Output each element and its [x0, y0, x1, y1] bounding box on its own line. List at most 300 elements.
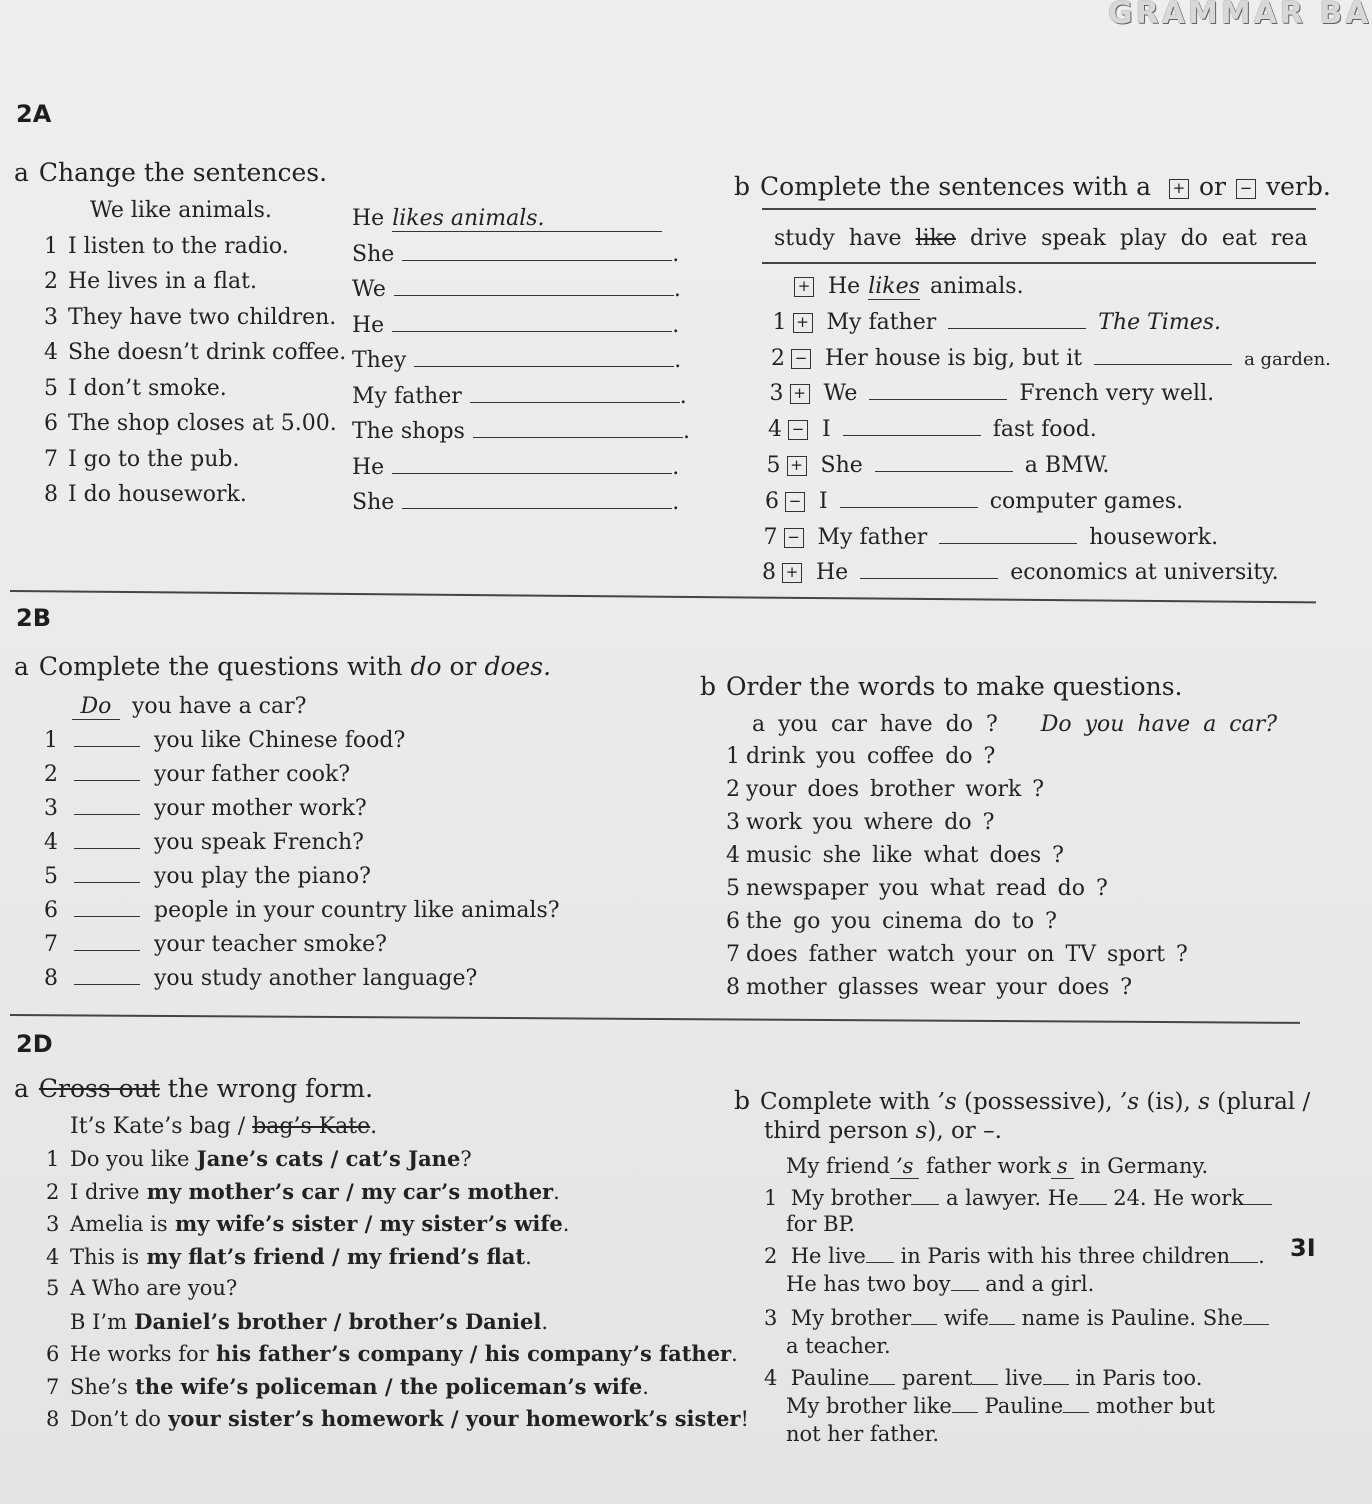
- 2D-b-item-2-cont: [786, 1272, 1094, 1296]
- word-option: eat: [1221, 226, 1257, 251]
- sentence-start: Do you like: [70, 1147, 190, 1171]
- rest-text: economics at university.: [1010, 560, 1279, 586]
- instruction-do: do: [410, 652, 442, 681]
- 2D-b-item-4-cont: [786, 1394, 1215, 1418]
- text: He has two boy: [786, 1272, 951, 1296]
- text: wife: [943, 1306, 989, 1330]
- item-number: 2: [46, 1179, 60, 1204]
- source-sentence: We like animals.: [90, 198, 272, 223]
- subject: Her house is big, but it: [825, 345, 1083, 371]
- 2B-a-item: [44, 762, 350, 787]
- answer-blank[interactable]: [1243, 1323, 1269, 1325]
- item-number: 7: [726, 942, 740, 967]
- plus-box-icon: +: [790, 384, 810, 404]
- item-number: 2: [764, 1244, 778, 1268]
- example-answer: Do you have a car?: [1040, 712, 1278, 737]
- poss-word: (possessive),: [963, 1089, 1113, 1115]
- 2A-a-source: [44, 269, 257, 294]
- text: in Paris with his three children: [900, 1244, 1231, 1268]
- poss-mark: ’s: [937, 1089, 957, 1115]
- instruction-text: ), or –.: [927, 1118, 1002, 1144]
- 2D-a-item: [46, 1244, 532, 1269]
- 2A-a-answer-line: [352, 419, 690, 444]
- question-text: your father cook?: [154, 762, 351, 787]
- answer: likes animals.: [392, 206, 662, 232]
- item-number: 5: [46, 1276, 60, 1300]
- section-divider: [10, 1014, 1300, 1023]
- answer-blank[interactable]: [952, 1411, 978, 1413]
- sentence-end: ?: [460, 1147, 472, 1171]
- part-letter: b: [734, 172, 751, 201]
- example-words: a you car have do ?: [752, 712, 998, 737]
- period: .: [674, 348, 682, 373]
- subject: He: [352, 312, 385, 338]
- text: live: [1005, 1366, 1043, 1390]
- answer-blank[interactable]: [948, 327, 1086, 329]
- 2A-b-item: [761, 453, 1110, 478]
- 2D-b-instruction-line1: [734, 1086, 1310, 1115]
- item-number: 4: [44, 830, 58, 855]
- subject: He: [828, 274, 861, 299]
- answer-blank[interactable]: [951, 1289, 979, 1291]
- answer-blank[interactable]: [860, 577, 998, 579]
- minus-box-icon: −: [1236, 179, 1256, 199]
- rest-text: The Times.: [1098, 309, 1221, 335]
- text: parent: [902, 1366, 973, 1390]
- item-number: 4: [768, 417, 782, 443]
- scrambled-words: mother glasses wear your does ?: [746, 975, 1133, 1000]
- instruction-or: or: [449, 652, 477, 681]
- item-number: 1: [764, 1186, 778, 1210]
- section-2D-heading: 2D: [16, 1030, 53, 1058]
- word-option: do: [1180, 226, 1208, 251]
- rest-text: French very well.: [1019, 381, 1215, 407]
- 2D-a-instruction: [14, 1074, 373, 1103]
- 2D-b-instruction-line2: [764, 1118, 1002, 1144]
- minus-box-icon: −: [791, 349, 811, 369]
- 2D-a-item: [70, 1309, 548, 1334]
- question-text: you speak French?: [154, 830, 364, 855]
- choice-pair[interactable]: Daniel’s brother / brother’s Daniel: [127, 1308, 542, 1334]
- sentence-start: Don’t do: [70, 1407, 161, 1431]
- period: .: [679, 383, 687, 409]
- item-number: 1: [44, 233, 58, 259]
- scrambled-words: your does brother work ?: [746, 777, 1045, 802]
- 2A-b-item: [758, 525, 1219, 550]
- word-box: [774, 226, 1322, 251]
- 2D-a-item: [46, 1406, 749, 1431]
- 2A-a-source: [66, 198, 272, 223]
- answer: ’s: [890, 1154, 919, 1179]
- choice-pair[interactable]: my mother’s car / my car’s mother: [139, 1178, 554, 1204]
- 2B-a-item: [44, 864, 371, 889]
- item-number: 1: [46, 1147, 60, 1171]
- answer-blank[interactable]: [74, 847, 140, 849]
- period: .: [672, 490, 680, 515]
- 2D-a-item: [46, 1374, 649, 1399]
- plus-box-icon: +: [794, 277, 814, 297]
- 2A-b-item: [768, 274, 1024, 299]
- subject: She: [352, 241, 395, 267]
- choice-pair[interactable]: my flat’s friend / my friend’s flat: [139, 1243, 526, 1269]
- period: .: [672, 454, 680, 480]
- 2B-b-item: [726, 777, 1044, 802]
- part-letter: b: [700, 672, 717, 701]
- 2B-a-item: [44, 966, 477, 991]
- text: Pauline: [984, 1394, 1064, 1418]
- sentence-end: .: [525, 1244, 532, 1269]
- rest-text: a BMW.: [1024, 453, 1110, 478]
- instruction-text: Complete the questions with: [38, 652, 403, 681]
- answer-blank[interactable]: [74, 949, 140, 951]
- 2D-a-item: [46, 1179, 560, 1204]
- question-text: you study another language?: [154, 966, 478, 991]
- plus-box-icon: +: [793, 313, 813, 333]
- 2A-b-instruction: [734, 172, 1331, 201]
- subject: I: [819, 488, 828, 514]
- part-letter: b: [734, 1086, 751, 1115]
- 2B-b-item: [726, 876, 1108, 901]
- item-number: 2: [44, 269, 58, 294]
- subject: They: [352, 348, 407, 373]
- 2D-b-item-4: [764, 1366, 1202, 1390]
- item-number: 2: [44, 762, 58, 787]
- 2D-b-item-2: [764, 1244, 1265, 1268]
- item-number: 8: [762, 560, 776, 586]
- cross-out-word: Cross out: [38, 1074, 160, 1103]
- rest-text: housework.: [1089, 524, 1219, 550]
- 2D-b-item-3: [764, 1306, 1269, 1330]
- text: name is Pauline. She: [1021, 1306, 1244, 1330]
- sentence-start: A Who are you?: [70, 1276, 238, 1300]
- item-number: 4: [44, 340, 58, 365]
- 2A-b-item: [765, 346, 1331, 371]
- instruction-or: or: [1198, 172, 1226, 201]
- answer-blank[interactable]: [1079, 1203, 1107, 1205]
- item-number: 6: [46, 1342, 60, 1366]
- answer-blank[interactable]: [74, 779, 140, 781]
- item-number: 8: [46, 1407, 60, 1431]
- question-text: you have a car?: [132, 694, 307, 719]
- source-sentence: He lives in a flat.: [68, 269, 257, 294]
- word-box-top-rule: [762, 208, 1316, 210]
- item-number: 3: [764, 1306, 778, 1330]
- answer-blank[interactable]: [1043, 1383, 1069, 1385]
- answer-blank[interactable]: [869, 1383, 895, 1385]
- part-letter: a: [14, 652, 29, 681]
- item-number: 3: [726, 810, 740, 835]
- source-sentence: I do housework.: [68, 482, 247, 507]
- text: in Paris too.: [1075, 1366, 1203, 1390]
- item-number: 6: [726, 909, 740, 934]
- word-option: speak: [1041, 226, 1106, 251]
- example-struck: bag’s Kate: [252, 1114, 371, 1139]
- 2A-a-answer-line: [352, 206, 662, 232]
- page-number-fragment: 3I: [1290, 1234, 1316, 1262]
- 2D-a-item: [46, 1276, 237, 1300]
- choice-pair[interactable]: the wife’s policeman / the policeman’s wife: [127, 1373, 643, 1399]
- answer-blank[interactable]: [939, 542, 1077, 544]
- section-divider: [10, 590, 1316, 603]
- choice-pair[interactable]: Jane’s cats / cat’s Jane: [189, 1146, 461, 1171]
- 2A-a-answer-line: [352, 384, 687, 409]
- item-number: 4: [726, 843, 740, 868]
- item-number: 6: [44, 898, 58, 923]
- rest-text: computer games.: [989, 488, 1184, 514]
- 2A-a-source: [44, 340, 346, 365]
- answer-blank[interactable]: [473, 436, 683, 438]
- item-number: 2: [771, 345, 785, 371]
- item-number: 3: [46, 1212, 60, 1236]
- subject: My father: [352, 383, 462, 409]
- 2D-b-item-4-cont2: not her father.: [786, 1422, 940, 1446]
- item-number: 5: [726, 876, 740, 901]
- 2A-a-answer-line: [352, 242, 679, 267]
- 2B-b-item: [726, 942, 1188, 967]
- section-2A-heading: 2A: [16, 100, 52, 128]
- 2B-b-item: [726, 843, 1064, 868]
- answer-blank[interactable]: [74, 915, 140, 917]
- subject: He: [352, 454, 385, 480]
- text: .: [1258, 1244, 1265, 1268]
- is-mark: ’s: [1119, 1089, 1140, 1115]
- sentence-end: .: [553, 1179, 560, 1204]
- text: Pauline: [790, 1366, 870, 1390]
- rest-text: a garden.: [1244, 348, 1331, 370]
- text: My brother: [790, 1306, 912, 1330]
- source-sentence: They have two children.: [68, 304, 337, 330]
- source-sentence: I listen to the radio.: [68, 233, 289, 259]
- answer-blank[interactable]: [394, 294, 674, 296]
- 2B-a-item: [44, 830, 364, 855]
- answer-blank[interactable]: [402, 507, 672, 509]
- answer-blank[interactable]: [840, 506, 978, 508]
- 2A-a-answer-line: [352, 455, 679, 480]
- item-number: 3: [44, 304, 58, 330]
- 2B-b-instruction: [700, 672, 1182, 701]
- 2A-a-answer-line: [352, 490, 679, 515]
- minus-box-icon: −: [784, 528, 804, 548]
- item-number: 8: [44, 482, 58, 507]
- subject: My father: [817, 524, 928, 550]
- plural-word: (plural /: [1217, 1089, 1311, 1115]
- sentence-end: .: [562, 1212, 570, 1236]
- word-option: have: [848, 226, 902, 251]
- answer-blank[interactable]: [1094, 363, 1232, 365]
- item-number: 7: [46, 1374, 60, 1399]
- 2B-a-instruction: [14, 652, 551, 681]
- item-number: 3: [769, 381, 784, 407]
- sentence-end: .: [541, 1309, 549, 1334]
- 2B-a-item: [44, 932, 387, 957]
- part-letter: a: [14, 158, 29, 187]
- item-number: 5: [44, 375, 58, 401]
- item-number: 6: [44, 411, 58, 436]
- answer: s: [1051, 1154, 1074, 1179]
- 2B-a-item: [44, 796, 367, 821]
- instruction-text: Complete with: [760, 1089, 931, 1115]
- 2D-a-item: [46, 1211, 569, 1236]
- sentence-start: He works for: [70, 1342, 209, 1366]
- answer-blank[interactable]: [1230, 1261, 1258, 1263]
- word-option: play: [1119, 226, 1167, 251]
- subject: She: [352, 490, 395, 515]
- minus-box-icon: −: [788, 420, 808, 440]
- answer-blank[interactable]: [911, 1323, 937, 1325]
- rest-text: animals.: [929, 274, 1024, 299]
- answer-blank[interactable]: [869, 398, 1007, 400]
- scrambled-words: work you where do ?: [746, 810, 995, 835]
- 2B-b-item: [726, 744, 995, 769]
- choice-pair[interactable]: my wife’s sister / my sister’s wife: [167, 1211, 563, 1236]
- answer-blank[interactable]: [402, 259, 672, 261]
- 2A-a-source: [44, 234, 289, 259]
- s-mark: s: [1198, 1089, 1210, 1115]
- source-sentence: I go to the pub.: [68, 446, 240, 472]
- answer-blank[interactable]: [875, 470, 1013, 472]
- 2A-a-source: [44, 305, 336, 330]
- 2A-b-item: [759, 489, 1183, 514]
- grammar-bank-header: GRAMMAR BA: [1108, 0, 1372, 31]
- answer-blank[interactable]: [74, 881, 140, 883]
- 2A-a-source: [44, 482, 247, 507]
- 2A-a-answer-line: [352, 313, 679, 338]
- answer-blank[interactable]: [392, 472, 672, 474]
- question-text: you play the piano?: [154, 864, 371, 889]
- answer-blank[interactable]: [470, 401, 680, 403]
- answer: Do: [72, 694, 120, 720]
- instruction-text: the wrong form.: [167, 1074, 374, 1103]
- 2A-b-item: [762, 417, 1097, 442]
- subject: He: [816, 560, 849, 586]
- answer-blank[interactable]: [972, 1383, 998, 1385]
- subject: She: [820, 453, 863, 478]
- word-box-bottom-rule: [762, 262, 1316, 264]
- 2D-b-example: [786, 1154, 1208, 1178]
- answer-blank[interactable]: [989, 1323, 1015, 1325]
- answer-blank[interactable]: [74, 745, 140, 747]
- 2B-a-item: [44, 728, 405, 753]
- subject: My father: [826, 309, 937, 335]
- source-sentence: I don’t smoke.: [68, 375, 227, 401]
- sentence-start: B I’m: [70, 1309, 127, 1334]
- 2A-b-item: [767, 310, 1222, 335]
- answer-blank[interactable]: [911, 1203, 939, 1205]
- 2D-a-item: [46, 1146, 472, 1171]
- text: 24. He work: [1113, 1186, 1245, 1210]
- period: .: [673, 277, 681, 302]
- word-option: study: [774, 226, 835, 251]
- instruction-verb: verb.: [1265, 172, 1331, 201]
- item-number: 1: [44, 728, 58, 753]
- answer-blank[interactable]: [74, 983, 140, 985]
- subject: We: [352, 277, 386, 302]
- scrambled-words: music she like what does ?: [746, 843, 1064, 868]
- 2D-b-item-1: [764, 1186, 1272, 1210]
- answer-blank[interactable]: [843, 434, 981, 436]
- question-text: people in your country like animals?: [154, 898, 560, 923]
- text: My brother: [790, 1186, 912, 1210]
- text: He live: [790, 1244, 866, 1268]
- question-text: your mother work?: [154, 796, 367, 821]
- answer-blank[interactable]: [866, 1261, 894, 1263]
- item-number: 6: [765, 488, 779, 514]
- subject: I: [822, 417, 831, 443]
- text: in Germany.: [1080, 1154, 1209, 1178]
- word-option: rea: [1270, 226, 1308, 251]
- 2B-b-item: [726, 975, 1132, 1000]
- text: and a girl.: [985, 1272, 1095, 1296]
- sentence-start: She’s: [70, 1374, 128, 1399]
- item-number: 5: [44, 864, 58, 889]
- instruction-text: third person: [764, 1118, 909, 1144]
- question-text: you like Chinese food?: [154, 728, 406, 753]
- item-number: 7: [44, 932, 58, 957]
- 2D-b-item-3-cont: a teacher.: [786, 1334, 891, 1358]
- sentence-start: Amelia is: [70, 1212, 168, 1236]
- scrambled-words: the go you cinema do to ?: [746, 909, 1057, 934]
- instruction-text: Order the words to make questions.: [726, 672, 1183, 701]
- scrambled-words: drink you coffee do ?: [746, 744, 996, 769]
- 2A-a-instruction: [14, 158, 327, 187]
- question-text: your teacher smoke?: [154, 932, 387, 957]
- word-option: like: [915, 226, 956, 251]
- answer-blank[interactable]: [414, 365, 674, 367]
- item-number: 1: [726, 744, 740, 769]
- 2A-a-source: [44, 447, 239, 472]
- answer-blank[interactable]: [392, 330, 672, 332]
- choice-pair[interactable]: your sister’s homework / your homework’s sister: [160, 1406, 741, 1431]
- period: .: [672, 241, 680, 267]
- instruction-text: Complete the sentences with a: [760, 172, 1152, 201]
- 2A-a-source: [44, 411, 337, 436]
- rest-text: fast food.: [992, 417, 1097, 443]
- item-number: 7: [763, 524, 778, 550]
- item-number: 2: [726, 777, 740, 802]
- 2B-a-item: [44, 898, 560, 923]
- 2D-b-item-1-cont: for BP.: [786, 1212, 856, 1236]
- minus-box-icon: −: [785, 492, 805, 512]
- s-mark: s: [915, 1118, 928, 1144]
- choice-pair[interactable]: his father’s company / his company’s father: [208, 1341, 732, 1366]
- section-2B-heading: 2B: [16, 604, 51, 632]
- item-number: 4: [46, 1244, 60, 1269]
- period: .: [682, 419, 690, 444]
- text: My brother like: [786, 1394, 952, 1418]
- item-number: 8: [44, 966, 58, 991]
- plus-box-icon: +: [782, 563, 802, 583]
- scrambled-words: newspaper you what read do ?: [746, 876, 1108, 901]
- is-word: (is),: [1146, 1089, 1191, 1115]
- 2A-b-item: [764, 381, 1215, 406]
- sentence-start: I drive: [70, 1179, 140, 1204]
- text: a lawyer. He: [945, 1186, 1079, 1210]
- answer-blank[interactable]: [1063, 1411, 1089, 1413]
- example-post: .: [370, 1114, 378, 1139]
- item-number: 7: [44, 446, 58, 472]
- example-pre: It’s Kate’s bag /: [70, 1114, 246, 1139]
- source-sentence: She doesn’t drink coffee.: [68, 340, 347, 365]
- answer-blank[interactable]: [74, 813, 140, 815]
- 2A-a-source: [44, 376, 227, 401]
- subject: The shops: [352, 419, 465, 444]
- sentence-end: !: [740, 1407, 749, 1431]
- 2D-a-item: [46, 1341, 738, 1366]
- answer-blank[interactable]: [1244, 1203, 1272, 1205]
- 2A-b-item: [756, 560, 1279, 585]
- instruction-text: Change the sentences.: [38, 158, 328, 187]
- plus-box-icon: +: [1169, 179, 1189, 199]
